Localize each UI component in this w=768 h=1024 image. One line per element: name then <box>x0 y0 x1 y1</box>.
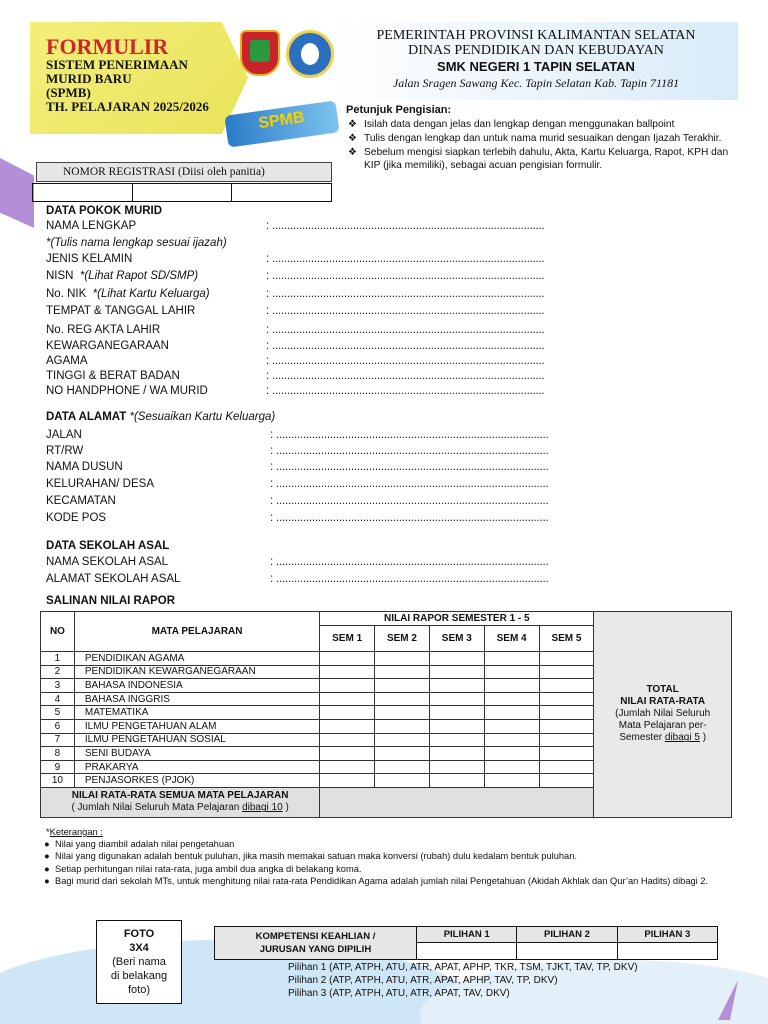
grade-cell[interactable] <box>484 774 539 788</box>
field-handphone[interactable]: : ........................................................................................... <box>266 385 545 397</box>
photo-size: 3X4 <box>129 942 149 954</box>
field-alamat-sekolah[interactable]: : ........................................................................................... <box>270 573 549 585</box>
field-note-nisn: *(Lihat Rapot SD/SMP) <box>79 270 199 282</box>
field-agama[interactable]: : ........................................................................................... <box>266 355 545 367</box>
field-label-nisn: NISN *(Lihat Rapot SD/SMP) <box>46 270 199 282</box>
choice-input-3[interactable] <box>617 943 717 960</box>
grade-cell[interactable] <box>429 747 484 761</box>
choice-input-2[interactable] <box>517 943 617 960</box>
grade-cell[interactable] <box>484 706 539 720</box>
field-label-nama: NAMA LENGKAP <box>46 220 137 232</box>
subtitle-line: MURID BARU <box>46 71 132 86</box>
spmb-logo: SPMB <box>224 100 339 147</box>
field-akta-lahir[interactable]: : ........................................................................................... <box>266 324 545 336</box>
grade-cell[interactable] <box>320 719 375 733</box>
col-header-sem-3: SEM 3 <box>429 626 484 652</box>
notes <box>44 826 734 887</box>
grade-cell[interactable] <box>539 719 594 733</box>
grade-cell[interactable] <box>429 692 484 706</box>
subtitle-line: (SPMB) <box>46 85 91 100</box>
field-tinggi-berat[interactable]: : ........................................................................................... <box>266 370 545 382</box>
field-jenis-kelamin[interactable]: : ........................................................................................... <box>266 253 545 265</box>
photo-note-3: foto) <box>127 984 150 996</box>
grade-cell[interactable] <box>429 706 484 720</box>
grade-cell[interactable] <box>375 719 430 733</box>
field-label-hp: NO HANDPHONE / WA MURID <box>46 385 208 397</box>
table-row: 1 PENDIDIKAN AGAMA <box>41 652 732 666</box>
grade-cell[interactable] <box>375 652 430 666</box>
diamond-bullet-icon: ❖ <box>348 147 357 158</box>
table-row: 8 SENI BUDAYA <box>41 747 732 761</box>
decor-purple-ribbon <box>0 158 34 228</box>
form-title: FORMULIR <box>46 34 169 59</box>
grade-cell[interactable] <box>539 679 594 693</box>
photo-note-1: (Beri nama <box>112 956 166 968</box>
field-label-sekolah-alamat: ALAMAT SEKOLAH ASAL <box>46 573 181 585</box>
average-note: ( Jumlah Nilai Seluruh Mata Pelajaran dibagi 10 ) <box>71 802 289 814</box>
grade-cell[interactable] <box>539 692 594 706</box>
photo-box[interactable] <box>96 920 182 1004</box>
col-header-no: NO <box>41 612 75 652</box>
form-subtitle <box>46 58 209 114</box>
grade-cell[interactable] <box>375 774 430 788</box>
grade-cell[interactable] <box>320 652 375 666</box>
col-header-sem-1: SEM 1 <box>320 626 375 652</box>
choice-header-1: PILIHAN 1 <box>417 927 517 943</box>
grade-cell[interactable] <box>320 679 375 693</box>
section-title-rapor: SALINAN NILAI RAPOR <box>46 595 176 607</box>
grade-cell[interactable] <box>539 665 594 679</box>
photo-label: FOTO <box>123 928 155 940</box>
grade-cell[interactable] <box>539 706 594 720</box>
photo-note-2: di belakang <box>110 970 168 982</box>
grade-cell[interactable] <box>484 692 539 706</box>
field-note-nama: *(Tulis nama lengkap sesuai ijazah) <box>46 237 227 249</box>
grade-cell[interactable] <box>429 774 484 788</box>
grade-cell[interactable] <box>375 733 430 747</box>
table-row: 5 MATEMATIKA <box>41 706 732 720</box>
grade-cell[interactable] <box>375 665 430 679</box>
major-option-2: Pilihan 2 (ATP, ATPH, ATU, ATR, APAT, APHP, TAV, TP, DKV) <box>288 975 558 986</box>
instructions-title: Petunjuk Pengisian: <box>346 104 452 116</box>
major-choice-table <box>214 926 718 960</box>
bullet-icon: ● <box>44 863 50 874</box>
choice-header-2: PILIHAN 2 <box>517 927 617 943</box>
major-options <box>288 961 638 1000</box>
registration-label: NOMOR REGISTRASI (Diisi oleh panitia) <box>36 162 332 182</box>
field-label-dusun: NAMA DUSUN <box>46 461 123 473</box>
field-dusun[interactable]: : ........................................................................................... <box>270 461 549 473</box>
col-header-mata-pelajaran: MATA PELAJARAN <box>74 612 319 652</box>
subtitle-line: SISTEM PENERIMAAN <box>46 57 188 72</box>
field-label-kwn: KEWARGANEGARAAN <box>46 340 169 352</box>
col-header-semester-group: NILAI RAPOR SEMESTER 1 - 5 <box>320 612 594 626</box>
grade-cell[interactable] <box>320 747 375 761</box>
field-label-nik: No. NIK *(Lihat Kartu Keluarga) <box>46 288 210 300</box>
table-row: 6 ILMU PENGETAHUAN ALAM <box>41 719 732 733</box>
grade-cell[interactable] <box>429 719 484 733</box>
grade-cell[interactable] <box>375 679 430 693</box>
field-label-akta: No. REG AKTA LAHIR <box>46 324 161 336</box>
subtitle-line: TH. PELAJARAN 2025/2026 <box>46 99 209 114</box>
school-name: SMK NEGERI 1 TAPIN SELATAN <box>437 59 635 74</box>
table-row: 2 PENDIDIKAN KEWARGANEGARAAN <box>41 665 732 679</box>
note-item: ● Bagi murid dari sekolah MTs, untuk menghitung nilai rata-rata Pendidikan Agama adalah jumlah nilai Pengetahuan (Akidah Akhlak dan Qur’an Hadits) dibagi 2. <box>44 875 709 886</box>
major-option-3: Pilihan 3 (ATP, ATPH, ATU, ATR, APAT, TAV, DKV) <box>288 988 510 999</box>
grade-cell[interactable] <box>539 733 594 747</box>
bullet-icon: ● <box>44 839 50 850</box>
gov-line-2: DINAS PENDIDIKAN DAN KEBUDAYAN <box>408 43 664 58</box>
col-header-sem-4: SEM 4 <box>484 626 539 652</box>
grade-cell[interactable] <box>539 774 594 788</box>
grade-cell[interactable] <box>484 652 539 666</box>
section-note-alamat: *(Sesuaikan Kartu Keluarga) <box>129 411 276 423</box>
gov-line-1: PEMERINTAH PROVINSI KALIMANTAN SELATAN <box>376 28 696 43</box>
field-label-agama: AGAMA <box>46 355 88 367</box>
instruction-item: ❖ Isilah data dengan jelas dan lengkap dengan menggunakan ballpoint <box>348 119 675 130</box>
grade-cell[interactable] <box>320 733 375 747</box>
grade-cell[interactable] <box>320 760 375 774</box>
field-label-sekolah-nama: NAMA SEKOLAH ASAL <box>46 556 169 568</box>
grade-cell[interactable] <box>484 760 539 774</box>
field-label-kecamatan: KECAMATAN <box>46 495 116 507</box>
grade-cell[interactable] <box>539 760 594 774</box>
school-address: Jalan Sragen Sawang Kec. Tapin Selatan Kab. Tapin 71181 <box>392 76 680 90</box>
field-nama-lengkap[interactable]: : ........................................................................................... <box>266 220 545 232</box>
province-emblem-icon <box>240 30 280 76</box>
grade-cell[interactable] <box>484 733 539 747</box>
field-label-tb: TINGGI & BERAT BADAN <box>46 370 180 382</box>
instruction-item: ❖ Tulis dengan lengkap dan untuk nama murid sesuaikan dengan Ijazah Terakhir. <box>348 133 722 144</box>
field-label-jalan: JALAN <box>46 429 82 441</box>
grade-cell[interactable] <box>484 719 539 733</box>
col-header-sem-2: SEM 2 <box>375 626 430 652</box>
registration-number-boxes[interactable] <box>32 183 332 202</box>
major-choice-label: KOMPETENSI KEAHLIAN / JURUSAN YANG DIPILIH <box>215 927 417 960</box>
registration-box[interactable] <box>133 184 233 201</box>
col-header-sem-5: SEM 5 <box>539 626 594 652</box>
total-note: (Jumlah Nilai Seluruh Mata Pelajaran per-Semester dibagi 5 ) <box>615 708 711 744</box>
instruction-item: ❖ Sebelum mengisi siapkan terlebih dahulu, Akta, Kartu Keluarga, Rapot, KPH dan KIP (jika memiliki), sebagai acuan pengisian formulir. <box>348 147 729 171</box>
grade-cell[interactable] <box>375 706 430 720</box>
note-item: ● Setiap perhitungan nilai rata-rata, juga ambil dua angka di belakang koma. <box>44 863 362 874</box>
grade-cell[interactable] <box>429 760 484 774</box>
field-label-ttl: TEMPAT & TANGGAL LAHIR <box>46 305 196 317</box>
field-rt-rw[interactable]: : ........................................................................................... <box>270 445 549 457</box>
note-item: ● Nilai yang digunakan adalah bentuk puluhan, jika masih memakai satuan maka konversi (rubah) dulu kedalam bentuk puluhan. <box>44 851 577 862</box>
grade-cell[interactable] <box>539 747 594 761</box>
field-jalan[interactable]: : ........................................................................................... <box>270 429 549 441</box>
grade-cell[interactable] <box>429 665 484 679</box>
field-label-rtrw: RT/RW <box>46 445 84 457</box>
bullet-icon: ● <box>44 851 50 862</box>
field-kode-pos[interactable]: : ........................................................................................... <box>270 512 549 524</box>
total-label: TOTAL <box>646 684 679 696</box>
choice-header-3: PILIHAN 3 <box>617 927 717 943</box>
table-row: 3 BAHASA INDONESIA <box>41 679 732 693</box>
section-title-sekolah: DATA SEKOLAH ASAL <box>46 540 170 552</box>
diamond-bullet-icon: ❖ <box>348 119 357 130</box>
registration-box[interactable] <box>33 184 133 201</box>
grade-cell[interactable] <box>429 679 484 693</box>
field-kewarganegaraan[interactable]: : ........................................................................................... <box>266 340 545 352</box>
table-row: 7 ILMU PENGETAHUAN SOSIAL <box>41 733 732 747</box>
field-kelurahan[interactable]: : ........................................................................................... <box>270 478 549 490</box>
table-row: 4 BAHASA INGGRIS <box>41 692 732 706</box>
table-row: 9 PRAKARYA <box>41 760 732 774</box>
section-title-alamat: DATA ALAMAT *(Sesuaikan Kartu Keluarga) <box>46 411 276 423</box>
diamond-bullet-icon: ❖ <box>348 133 357 144</box>
grade-cell[interactable] <box>320 665 375 679</box>
grade-cell[interactable] <box>375 747 430 761</box>
note-item: ● Nilai yang diambil adalah nilai pengetahuan <box>44 839 235 850</box>
grade-cell[interactable] <box>320 692 375 706</box>
field-kecamatan[interactable]: : ........................................................................................... <box>270 495 549 507</box>
field-note-nik: *(Lihat Kartu Keluarga) <box>92 288 210 300</box>
field-label-jk: JENIS KELAMIN <box>46 253 133 265</box>
field-label-kelurahan: KELURAHAN/ DESA <box>46 478 155 490</box>
average-all-cell[interactable] <box>320 787 594 817</box>
grade-cell[interactable] <box>429 733 484 747</box>
grade-cell[interactable] <box>484 679 539 693</box>
instructions <box>346 104 736 172</box>
field-sekolah-asal[interactable]: : ........................................................................................... <box>270 556 549 568</box>
grade-cell[interactable] <box>320 706 375 720</box>
total-average-cell[interactable] <box>594 612 732 818</box>
grade-cell[interactable] <box>539 652 594 666</box>
bullet-icon: ● <box>44 875 50 886</box>
field-nisn[interactable]: : ........................................................................................... <box>266 270 545 282</box>
field-label-kodepos: KODE POS <box>46 512 107 524</box>
total-sublabel: NILAI RATA-RATA <box>620 696 706 708</box>
registration-box[interactable] <box>232 184 331 201</box>
section-title-pokok: DATA POKOK MURID <box>46 205 163 217</box>
grades-table <box>40 611 732 818</box>
average-label: NILAI RATA-RATA SEMUA MATA PELAJARAN ( Jumlah Nilai Seluruh Mata Pelajaran dibagi 10 ) <box>41 787 320 817</box>
major-option-1: Pilihan 1 (ATP, ATPH, ATU, ATR, APAT, APHP, TKR, TSM, TJKT, TAV, TP, DKV) <box>288 962 638 973</box>
grade-cell[interactable] <box>375 760 430 774</box>
school-emblem-icon <box>286 30 334 78</box>
grade-cell[interactable] <box>484 665 539 679</box>
institution-heading <box>336 28 736 91</box>
choice-input-1[interactable] <box>417 943 517 960</box>
table-row: 10 PENJASORKES (PJOK) <box>41 774 732 788</box>
grade-cell[interactable] <box>375 692 430 706</box>
field-tempat-tanggal-lahir[interactable]: : ........................................................................................... <box>266 305 545 317</box>
grade-cell[interactable] <box>320 774 375 788</box>
grade-cell[interactable] <box>484 747 539 761</box>
grade-cell[interactable] <box>429 652 484 666</box>
field-nik[interactable]: : ........................................................................................... <box>266 288 545 300</box>
notes-title: *Keterangan : <box>46 827 103 837</box>
